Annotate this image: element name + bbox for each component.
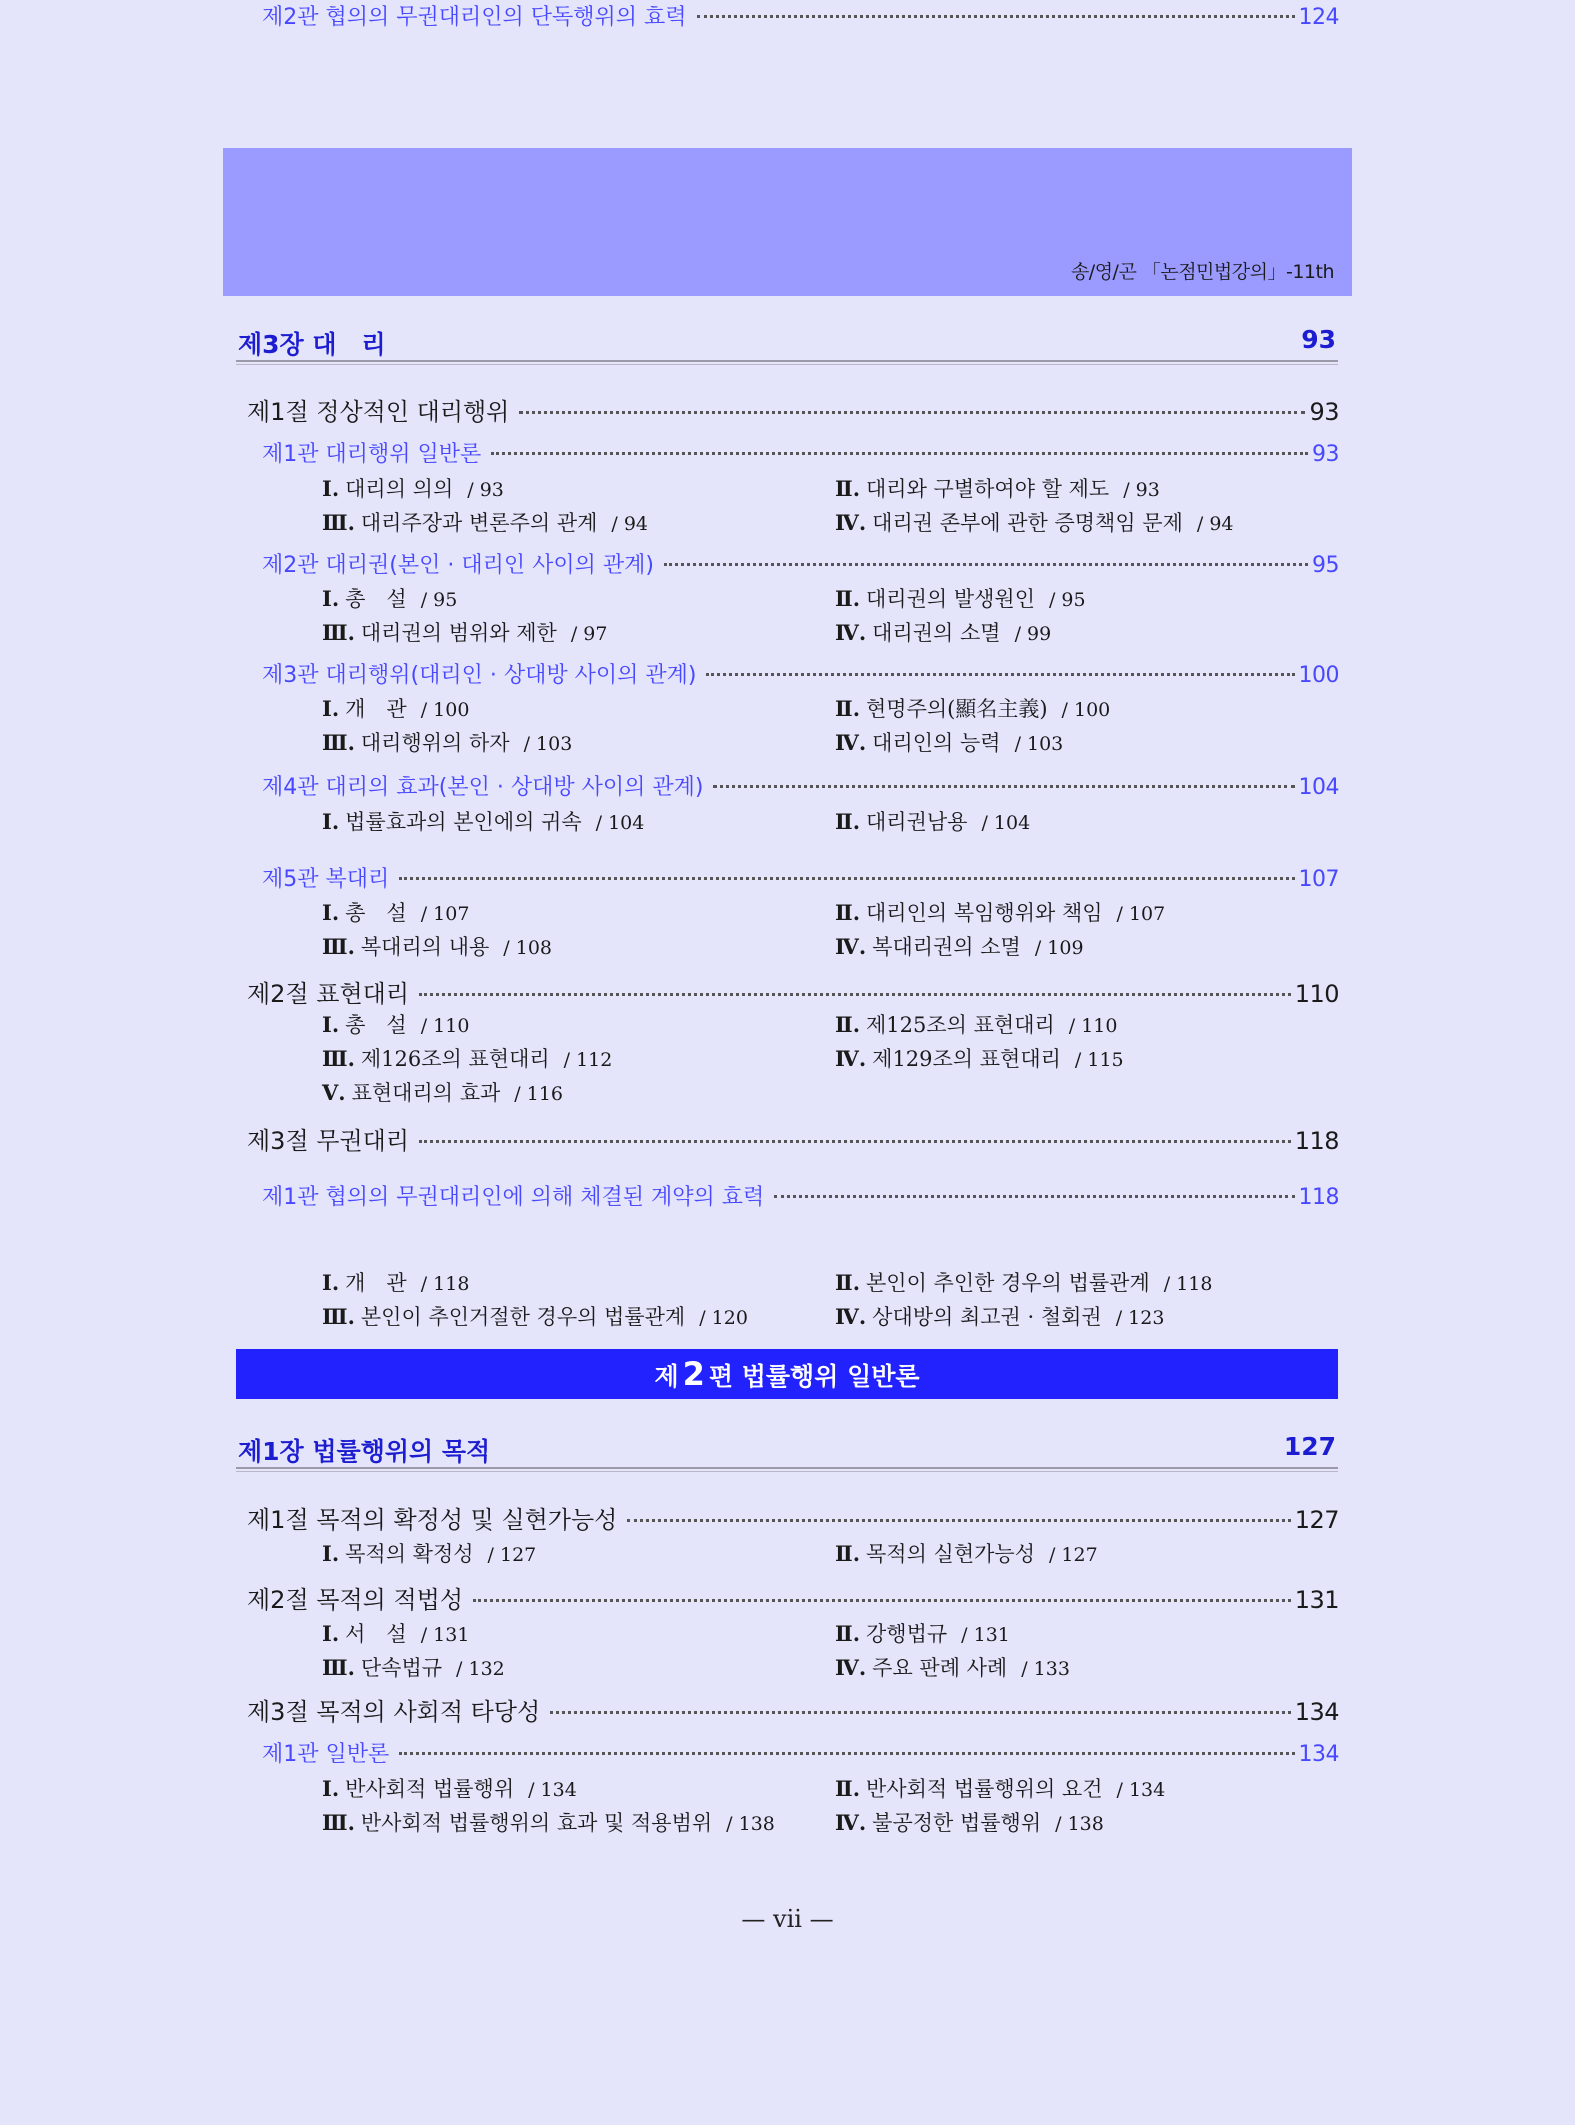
roman-numeral: Ⅲ. xyxy=(322,1046,355,1071)
roman-numeral: Ⅲ. xyxy=(322,1304,355,1329)
toc-item xyxy=(322,1538,536,1568)
chapter-title: 제3장 대 리 xyxy=(238,330,386,359)
roman-numeral: Ⅳ. xyxy=(835,510,867,535)
item-page: / 93 xyxy=(1123,479,1160,501)
toc-item xyxy=(835,1301,1164,1331)
roman-numeral: Ⅴ. xyxy=(322,1080,346,1105)
entry-page: 127 xyxy=(1294,1506,1339,1534)
item-title: 총 설 xyxy=(345,1013,407,1037)
page-folio: — vii — xyxy=(741,1905,834,1933)
roman-numeral: Ⅱ. xyxy=(835,586,861,611)
entry-label: 제1관 일반론 xyxy=(262,1742,390,1767)
entry-page: 107 xyxy=(1298,867,1339,892)
toc-item xyxy=(322,1267,469,1297)
roman-numeral: Ⅰ. xyxy=(322,1541,340,1566)
item-page: / 118 xyxy=(1163,1273,1213,1295)
roman-numeral: Ⅱ. xyxy=(835,1541,861,1566)
item-page: / 138 xyxy=(726,1813,775,1835)
toc-item xyxy=(835,897,1165,927)
toc-item xyxy=(322,806,644,836)
item-page: / 107 xyxy=(420,903,470,925)
item-page: / 95 xyxy=(1048,589,1086,611)
toc-item xyxy=(835,1267,1212,1297)
entry-label: 제4관 대리의 효과(본인 · 상대방 사이의 관계) xyxy=(262,775,704,800)
dot-leader xyxy=(491,452,1308,455)
entry-page: 93 xyxy=(1312,442,1339,467)
roman-numeral: Ⅳ. xyxy=(835,1046,867,1071)
item-page: / 134 xyxy=(1116,1779,1166,1801)
item-page: / 94 xyxy=(1196,513,1234,535)
dot-leader xyxy=(419,1140,1291,1143)
entry-label: 제1절 정상적인 대리행위 xyxy=(247,398,510,426)
roman-numeral: Ⅲ. xyxy=(322,730,355,755)
toc-item xyxy=(322,1652,505,1682)
item-title: 목적의 확정성 xyxy=(345,1542,474,1566)
item-title: 본인이 추인한 경우의 법률관계 xyxy=(866,1271,1150,1295)
chapter-page: 127 xyxy=(1283,1432,1336,1461)
item-title: 반사회적 법률행위 xyxy=(345,1777,515,1801)
part-prefix: 제 xyxy=(654,1362,679,1391)
item-page: / 110 xyxy=(420,1015,470,1037)
item-title: 개 관 xyxy=(345,697,407,721)
entry-page: 134 xyxy=(1294,1698,1339,1726)
dot-leader xyxy=(419,993,1291,996)
item-page: / 100 xyxy=(1061,699,1111,721)
item-page: / 110 xyxy=(1068,1015,1118,1037)
entry-page: 110 xyxy=(1294,980,1339,1008)
roman-numeral: Ⅱ. xyxy=(835,1270,861,1295)
toc-item xyxy=(835,1538,1098,1568)
item-page: / 108 xyxy=(503,937,553,959)
item-page: / 109 xyxy=(1034,937,1084,959)
item-page: / 103 xyxy=(1014,733,1064,755)
entry-label: 제1관 대리행위 일반론 xyxy=(262,442,482,467)
item-title: 현명주의(顯名主義) xyxy=(866,697,1048,721)
toc-item xyxy=(322,1301,748,1331)
entry-label: 제2관 대리권(본인 · 대리인 사이의 관계) xyxy=(262,553,654,578)
roman-numeral: Ⅰ. xyxy=(322,1270,340,1295)
roman-numeral: Ⅰ. xyxy=(322,900,340,925)
roman-numeral: Ⅳ. xyxy=(835,1304,867,1329)
dot-leader xyxy=(399,877,1294,880)
item-title: 강행법규 xyxy=(866,1622,948,1646)
item-title: 단속법규 xyxy=(360,1656,443,1680)
item-title: 대리권남용 xyxy=(866,810,968,834)
toc-item xyxy=(322,693,469,723)
toc-item xyxy=(835,507,1234,537)
entry-label: 제3관 대리행위(대리인 · 상대방 사이의 관계) xyxy=(262,663,697,688)
item-page: / 123 xyxy=(1115,1307,1165,1329)
entry-page: 93 xyxy=(1309,398,1339,426)
item-title: 복대리권의 소멸 xyxy=(872,935,1021,959)
section-entry xyxy=(247,392,1339,426)
item-page: / 95 xyxy=(420,589,458,611)
entry-label: 제5관 복대리 xyxy=(262,867,390,892)
section-entry xyxy=(247,1580,1339,1614)
item-title: 제125조의 표현대리 xyxy=(866,1013,1055,1037)
entry-label: 제2절 목적의 적법성 xyxy=(247,1586,463,1614)
roman-numeral: Ⅳ. xyxy=(835,1655,867,1680)
item-title: 대리주장과 변론주의 관계 xyxy=(360,511,598,535)
roman-numeral: Ⅰ. xyxy=(322,586,340,611)
toc-item xyxy=(835,727,1063,757)
entry-label: 제1절 목적의 확정성 및 실현가능성 xyxy=(247,1506,618,1534)
toc-item xyxy=(322,1043,612,1073)
toc-item xyxy=(322,727,572,757)
item-page: / 131 xyxy=(961,1624,1010,1646)
item-page: / 104 xyxy=(595,812,645,834)
item-title: 대리의 의의 xyxy=(345,477,454,501)
subsection-entry xyxy=(262,1737,1339,1767)
roman-numeral: Ⅱ. xyxy=(835,809,861,834)
item-page: / 115 xyxy=(1074,1049,1124,1071)
dot-leader xyxy=(697,15,1295,18)
roman-numeral: Ⅱ. xyxy=(835,1776,861,1801)
entry-label: 제3절 목적의 사회적 타당성 xyxy=(247,1698,541,1726)
entry-page: 118 xyxy=(1298,1185,1339,1210)
item-title: 대리권 존부에 관한 증명책임 문제 xyxy=(872,511,1183,535)
roman-numeral: Ⅳ. xyxy=(835,934,867,959)
toc-item xyxy=(835,1618,1010,1648)
subsection-entry xyxy=(262,437,1339,467)
entry-page: 134 xyxy=(1298,1742,1339,1767)
item-title: 법률효과의 본인에의 귀속 xyxy=(345,810,582,834)
toc-item xyxy=(322,1077,563,1107)
chapter-heading xyxy=(236,1432,1338,1469)
entry-page: 100 xyxy=(1298,663,1339,688)
chapter-page: 93 xyxy=(1301,325,1336,354)
toc-item xyxy=(322,1773,577,1803)
entry-page: 95 xyxy=(1312,553,1339,578)
dot-leader xyxy=(627,1519,1290,1522)
roman-numeral: Ⅱ. xyxy=(835,1621,861,1646)
item-title: 대리권의 소멸 xyxy=(872,621,1001,645)
item-title: 상대방의 최고권 · 철회권 xyxy=(872,1305,1102,1329)
item-page: / 134 xyxy=(528,1779,577,1801)
roman-numeral: Ⅳ. xyxy=(835,620,867,645)
toc-item xyxy=(322,583,457,613)
roman-numeral: Ⅰ. xyxy=(322,696,340,721)
roman-numeral: Ⅰ. xyxy=(322,476,340,501)
item-title: 대리권의 범위와 제한 xyxy=(360,621,557,645)
toc-item xyxy=(322,931,552,961)
section-entry xyxy=(247,974,1339,1008)
item-title: 표현대리의 효과 xyxy=(351,1081,501,1105)
entry-label: 제2절 표현대리 xyxy=(247,980,410,1008)
toc-item xyxy=(835,1652,1070,1682)
dot-leader xyxy=(519,411,1305,414)
toc-item xyxy=(835,1043,1124,1073)
toc-item xyxy=(322,897,469,927)
toc-item xyxy=(835,1807,1104,1837)
toc-item xyxy=(322,617,607,647)
item-title: 제126조의 표현대리 xyxy=(360,1047,550,1071)
item-title: 불공정한 법률행위 xyxy=(872,1811,1042,1835)
section-entry xyxy=(247,1692,1339,1726)
roman-numeral: Ⅳ. xyxy=(835,730,867,755)
toc-item xyxy=(322,1009,469,1039)
subsection-entry xyxy=(262,0,1339,30)
entry-label: 제3절 무권대리 xyxy=(247,1127,410,1155)
toc-item xyxy=(835,473,1160,503)
dot-leader xyxy=(774,1195,1294,1198)
item-title: 대리인의 복임행위와 책임 xyxy=(866,901,1103,925)
section-entry xyxy=(247,1121,1339,1155)
toc-item xyxy=(835,806,1030,836)
item-page: / 94 xyxy=(611,513,649,535)
roman-numeral: Ⅲ. xyxy=(322,1655,355,1680)
item-page: / 138 xyxy=(1055,1813,1104,1835)
item-title: 총 설 xyxy=(345,901,407,925)
item-title: 주요 판례 사례 xyxy=(872,1656,1008,1680)
part-banner xyxy=(236,1349,1338,1399)
running-header: 송/영/곤 「논점민법강의」-11th xyxy=(1070,261,1334,283)
toc-item xyxy=(322,507,648,537)
toc-item xyxy=(835,931,1084,961)
item-title: 반사회적 법률행위의 효과 및 적용범위 xyxy=(360,1811,713,1835)
dot-leader xyxy=(713,785,1294,788)
item-page: / 120 xyxy=(699,1307,748,1329)
dot-leader xyxy=(664,563,1308,566)
item-page: / 133 xyxy=(1021,1658,1070,1680)
subsection-entry xyxy=(262,770,1339,800)
toc-item xyxy=(322,473,504,503)
item-title: 개 관 xyxy=(345,1271,407,1295)
roman-numeral: Ⅰ. xyxy=(322,1012,340,1037)
roman-numeral: Ⅲ. xyxy=(322,510,355,535)
item-page: / 93 xyxy=(467,479,504,501)
item-title: 총 설 xyxy=(345,587,407,611)
toc-item xyxy=(322,1807,775,1837)
item-title: 대리인의 능력 xyxy=(872,731,1001,755)
dot-leader xyxy=(473,1599,1291,1602)
roman-numeral: Ⅱ. xyxy=(835,900,861,925)
item-title: 목적의 실현가능성 xyxy=(866,1542,1035,1566)
roman-numeral: Ⅳ. xyxy=(835,1810,867,1835)
entry-page: 131 xyxy=(1294,1586,1339,1614)
subsection-entry xyxy=(262,658,1339,688)
item-page: / 103 xyxy=(523,733,573,755)
part-number: 2 xyxy=(682,1355,705,1393)
item-title: 반사회적 법률행위의 요건 xyxy=(866,1777,1103,1801)
entry-page: 118 xyxy=(1294,1127,1339,1155)
subsection-entry xyxy=(262,862,1339,892)
toc-item xyxy=(835,583,1086,613)
item-page: / 127 xyxy=(1048,1544,1098,1566)
subsection-entry xyxy=(262,1180,1339,1210)
item-page: / 116 xyxy=(514,1083,564,1105)
item-title: 대리권의 발생원인 xyxy=(866,587,1035,611)
toc-item xyxy=(322,1618,469,1648)
chapter-heading xyxy=(236,325,1338,362)
chapter-title: 제1장 법률행위의 목적 xyxy=(238,1437,491,1466)
item-title: 서 설 xyxy=(345,1622,407,1646)
roman-numeral: Ⅱ. xyxy=(835,696,861,721)
roman-numeral: Ⅰ. xyxy=(322,1621,340,1646)
roman-numeral: Ⅱ. xyxy=(835,476,861,501)
roman-numeral: Ⅲ. xyxy=(322,934,355,959)
item-page: / 132 xyxy=(456,1658,505,1680)
dot-leader xyxy=(399,1752,1294,1755)
item-page: / 131 xyxy=(420,1624,470,1646)
item-page: / 104 xyxy=(981,812,1031,834)
roman-numeral: Ⅰ. xyxy=(322,809,340,834)
item-title: 복대리의 내용 xyxy=(360,935,490,959)
item-page: / 100 xyxy=(420,699,470,721)
roman-numeral: Ⅲ. xyxy=(322,1810,355,1835)
item-title: 대리와 구별하여야 할 제도 xyxy=(866,477,1110,501)
entry-label: 제2관 협의의 무권대리인의 단독행위의 효력 xyxy=(262,5,687,30)
entry-page: 124 xyxy=(1298,5,1339,30)
section-entry xyxy=(247,1500,1339,1534)
roman-numeral: Ⅲ. xyxy=(322,620,355,645)
item-title: 본인이 추인거절한 경우의 법률관계 xyxy=(360,1305,686,1329)
item-title: 제129조의 표현대리 xyxy=(872,1047,1061,1071)
header-band xyxy=(223,148,1352,296)
toc-item xyxy=(835,693,1110,723)
entry-page: 104 xyxy=(1298,775,1339,800)
toc-item xyxy=(835,1009,1118,1039)
item-page: / 97 xyxy=(570,623,608,645)
item-page: / 127 xyxy=(487,1544,537,1566)
dot-leader xyxy=(706,673,1294,676)
item-title: 대리행위의 하자 xyxy=(360,731,510,755)
toc-item xyxy=(835,617,1051,647)
roman-numeral: Ⅰ. xyxy=(322,1776,340,1801)
roman-numeral: Ⅱ. xyxy=(835,1012,861,1037)
item-page: / 112 xyxy=(563,1049,613,1071)
toc-item xyxy=(835,1773,1165,1803)
part-title: 편 법률행위 일반론 xyxy=(708,1362,920,1391)
subsection-entry xyxy=(262,548,1339,578)
dot-leader xyxy=(550,1711,1291,1714)
entry-label: 제1관 협의의 무권대리인에 의해 체결된 계약의 효력 xyxy=(262,1185,765,1210)
item-page: / 99 xyxy=(1014,623,1052,645)
item-page: / 118 xyxy=(420,1273,470,1295)
item-page: / 107 xyxy=(1116,903,1166,925)
